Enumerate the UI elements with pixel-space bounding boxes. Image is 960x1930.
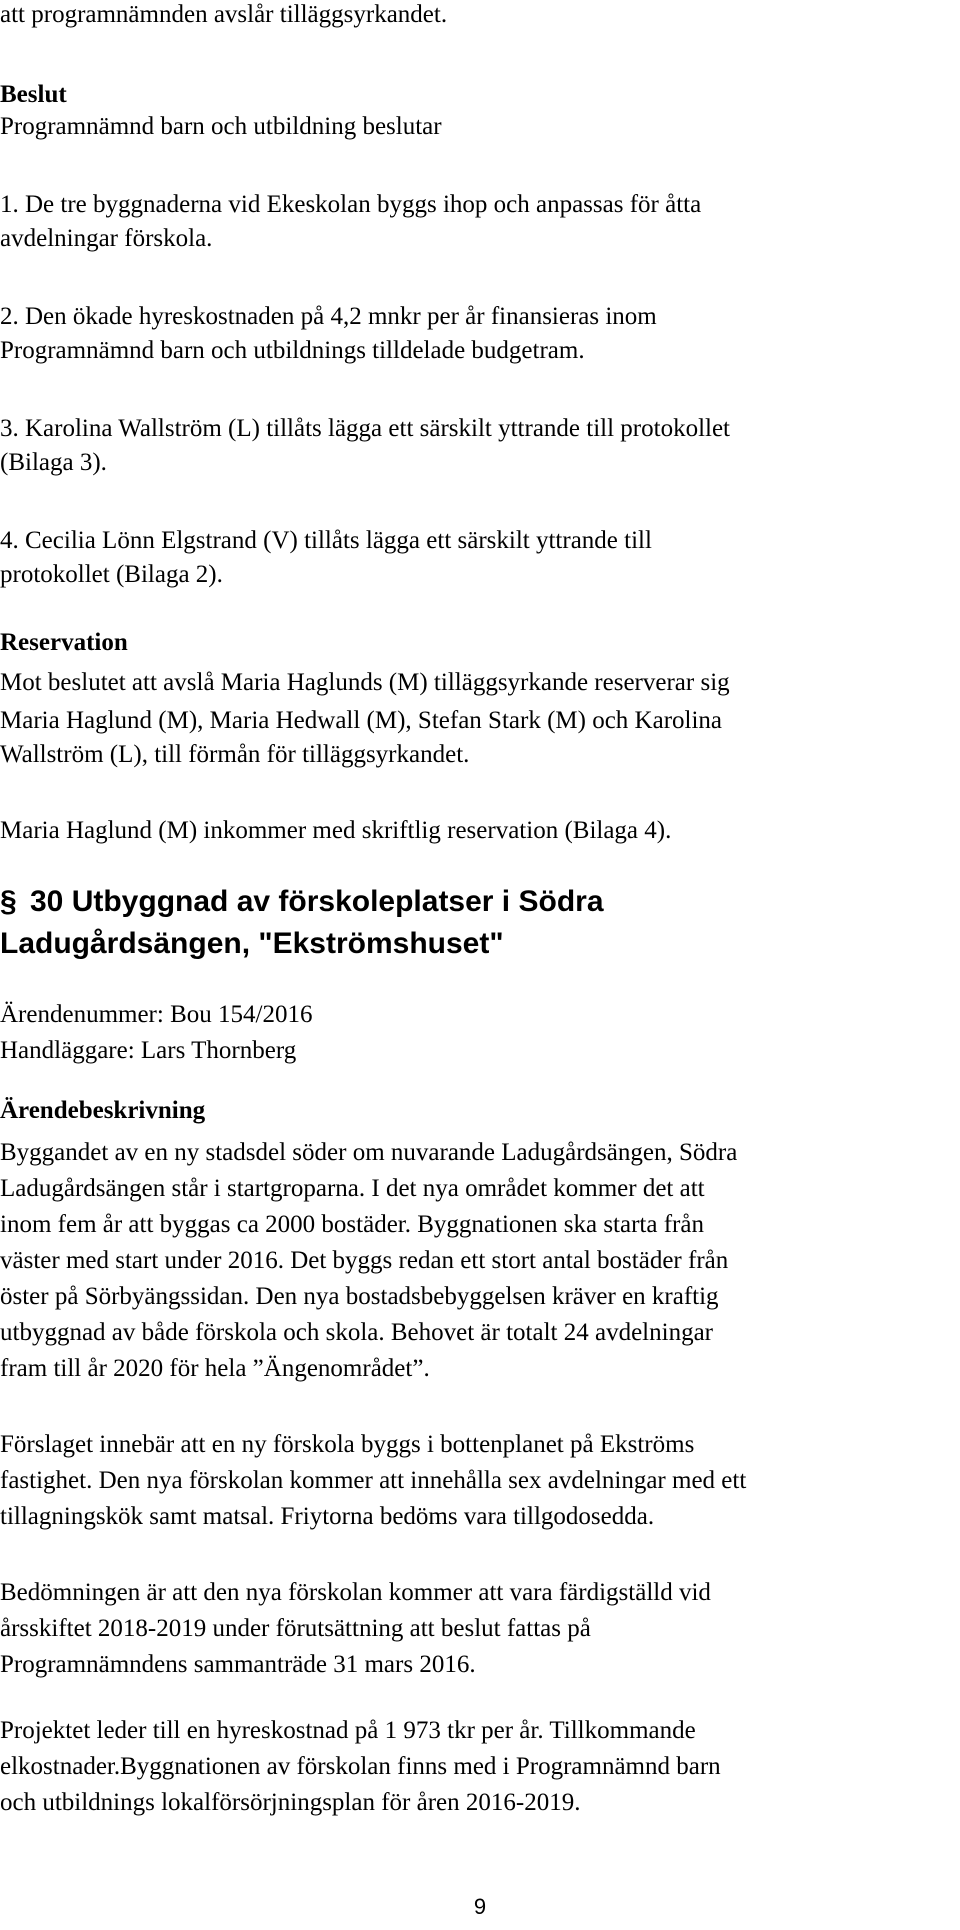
description-p3-line-1: Bedömningen är att den nya förskolan kommer att vara färdigställd vid [0, 1579, 711, 1606]
description-p4-line-2: elkostnader.Byggnationen av förskolan finns med i Programnämnd barn [0, 1753, 721, 1780]
decision-item-4-line-1: 4. Cecilia Lönn Elgstrand (V) tillåts lägga ett särskilt yttrande till [0, 527, 652, 554]
description-p2-line-1: Förslaget innebär att en ny förskola byggs i bottenplanet på Ekströms [0, 1431, 695, 1458]
beslut-intro: Programnämnd barn och utbildning beslutar [0, 113, 442, 140]
decision-item-2-line-2: Programnämnd barn och utbildnings tilldelade budgetram. [0, 337, 585, 364]
reservation-line-1: Mot beslutet att avslå Maria Haglunds (M) tilläggsyrkande reserverar sig [0, 669, 730, 696]
description-p1-line-6: utbyggnad av både förskola och skola. Behovet är totalt 24 avdelningar [0, 1319, 713, 1346]
reservation-line-2: Maria Haglund (M), Maria Hedwall (M), Stefan Stark (M) och Karolina [0, 707, 723, 734]
description-p1-line-5: öster på Sörbyängssidan. Den nya bostadsbebyggelsen kräver en kraftig [0, 1283, 719, 1310]
description-p3-line-2: årsskiftet 2018-2019 under förutsättning att beslut fattas på [0, 1615, 591, 1642]
decision-item-1-line-1: 1. De tre byggnaderna vid Ekeskolan byggs ihop och anpassas för åtta [0, 191, 702, 218]
reservation-heading: Reservation [0, 629, 128, 656]
decision-item-2-line-1: 2. Den ökade hyreskostnaden på 4,2 mnkr per år finansieras inom [0, 303, 657, 330]
reservation-note: Maria Haglund (M) inkommer med skriftlig reservation (Bilaga 4). [0, 817, 672, 844]
page-number: 9 [473, 1894, 487, 1919]
description-p1-line-7: fram till år 2020 för hela ”Ängenområdet”. [0, 1355, 430, 1382]
description-p4-line-3: och utbildnings lokalförsörjningsplan för åren 2016-2019. [0, 1789, 581, 1816]
beslut-heading: Beslut [0, 81, 67, 108]
section-title-line-2: Ladugårdsängen, "Ekströmshuset" [0, 927, 504, 960]
section-title-line-1: 30 Utbyggnad av förskoleplatser i Södra [30, 885, 604, 918]
description-p2-line-3: tillagningskök samt matsal. Friytorna bedöms vara tillgodosedda. [0, 1503, 655, 1530]
description-p1-line-4: väster med start under 2016. Det byggs redan ett stort antal bostäder från [0, 1247, 729, 1274]
case-handler: Handläggare: Lars Thornberg [0, 1037, 297, 1064]
description-p1-line-1: Byggandet av en ny stadsdel söder om nuvarande Ladugårdsängen, Södra [0, 1139, 738, 1166]
decision-item-3-line-2: (Bilaga 3). [0, 449, 107, 476]
continuation-text: att programnämnden avslår tilläggsyrkandet. [0, 1, 448, 28]
description-p3-line-3: Programnämndens sammanträde 31 mars 2016. [0, 1651, 476, 1678]
description-p1-line-2: Ladugårdsängen står i startgroparna. I det nya området kommer det att [0, 1175, 705, 1202]
reservation-line-3: Wallström (L), till förmån för tilläggsyrkandet. [0, 741, 470, 768]
decision-item-1-line-2: avdelningar förskola. [0, 225, 213, 252]
description-p1-line-3: inom fem år att byggas ca 2000 bostäder. Byggnationen ska starta från [0, 1211, 704, 1238]
description-heading: Ärendebeskrivning [0, 1097, 206, 1124]
decision-item-3-line-1: 3. Karolina Wallström (L) tillåts lägga ett särskilt yttrande till protokollet [0, 415, 731, 442]
description-p4-line-1: Projektet leder till en hyreskostnad på 1 973 tkr per år. Tillkommande [0, 1717, 696, 1744]
case-number: Ärendenummer: Bou 154/2016 [0, 1001, 313, 1028]
description-p2-line-2: fastighet. Den nya förskolan kommer att innehålla sex avdelningar med ett [0, 1467, 747, 1494]
decision-item-4-line-2: protokollet (Bilaga 2). [0, 561, 223, 588]
section-sign: § [0, 885, 17, 918]
